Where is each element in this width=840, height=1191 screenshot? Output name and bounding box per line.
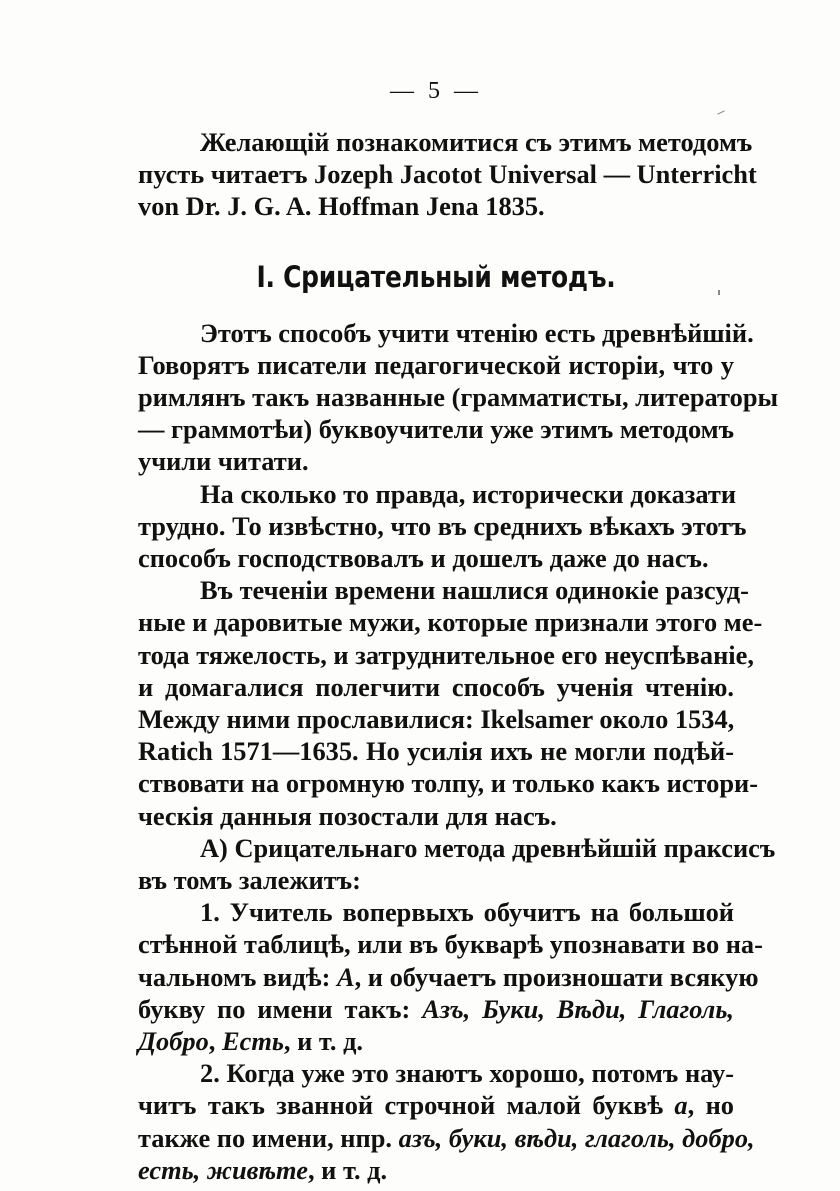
text-run: букву по имени такъ: <box>138 993 423 1024</box>
text-line: А) Срицательнаго метода древнѣйшій праксисъ <box>200 832 776 863</box>
italic-letter-name: Есть <box>222 1026 284 1057</box>
text-run: читъ такъ званной строчной малой буквѣ <box>138 1090 675 1121</box>
text-line: римлянъ такъ названные (грамматисты, литераторы <box>138 382 779 413</box>
italic-letter-names: азъ, буки, вѣди, глаголь, добро, <box>398 1122 755 1153</box>
text-line: Ratich 1571—1635. Но усилія ихъ не могли подѣй- <box>138 736 734 767</box>
text-line: ствовати на огромную толпу, и только какъ истори- <box>138 768 758 799</box>
paragraph-reformers <box>138 574 763 832</box>
text-line: ческія данныя позостали для насъ. <box>138 800 557 831</box>
text-line: трудно. То извѣстно, что въ среднихъ вѣкахъ этотъ <box>138 510 747 541</box>
text-line: На сколько то правда, исторически доказати <box>200 478 737 509</box>
text-line: Говорятъ писатели педагогической исторіи, что у <box>138 349 734 380</box>
text-run: также по имени, нпр. <box>138 1122 399 1153</box>
paragraph-step-1 <box>138 896 763 1057</box>
text-line: стѣнной таблицѣ, или въ букварѣ упознавати во на- <box>138 929 763 960</box>
text-line <box>138 1122 755 1154</box>
text-run: , но <box>687 1090 734 1121</box>
paragraph-origin <box>138 317 779 478</box>
italic-letter-name: Добро <box>138 1026 209 1057</box>
text-line: von Dr. J. G. A. Hoffman Jena 1835. <box>138 191 545 222</box>
text-line: въ томъ залежитъ: <box>138 865 361 896</box>
text-line: 2. Когда уже это знаютъ хорошо, потомъ нау- <box>200 1058 734 1089</box>
text-line: Между ними прославилися: Ikelsamer около 1534, <box>138 704 735 735</box>
text-run: , и т. д. <box>283 1026 364 1057</box>
text-run: , <box>208 1026 222 1057</box>
text-line: — граммотѣи) буквоучители уже этимъ методомъ <box>138 414 734 445</box>
text-line: Въ теченіи времени нашлися одинокіе разсуд- <box>200 575 749 606</box>
text-line: ные и даровитые мужи, которые признали этого ме- <box>138 607 763 638</box>
paragraph-praxis <box>138 832 776 896</box>
text-line <box>138 1089 734 1121</box>
text-line <box>138 993 734 1025</box>
page-number: — 5 — <box>390 78 482 104</box>
text-run: , и т. д. <box>307 1154 388 1185</box>
text-line: способъ господствовалъ и дошелъ даже до насъ. <box>138 543 709 574</box>
section-heading: I. Срицательный методъ. <box>256 259 616 294</box>
intro-paragraph <box>138 126 757 223</box>
text-line: 1. Учитель вопервыхъ обучитъ на большой <box>200 897 734 928</box>
italic-letter-names: есть, живѣте <box>138 1154 308 1185</box>
text-line <box>138 1154 734 1186</box>
paragraph-step-2 <box>138 1057 755 1186</box>
text-line: пусть читаетъ Jozeph Jacotot Universal — Unterricht <box>138 159 757 190</box>
italic-letter-names: Азъ, Буки, Вѣди, Глаголь, <box>422 993 734 1024</box>
text-line: учили читати. <box>138 446 309 477</box>
text-run: , и обучаетъ произношати всякую <box>354 961 759 992</box>
italic-letter: а <box>674 1090 688 1121</box>
text-line: тода тяжелость, и затруднительное его неуспѣваніе, <box>138 639 754 670</box>
paragraph-history <box>138 478 747 575</box>
text-line <box>138 961 759 993</box>
book-page <box>138 76 779 1185</box>
italic-letter: А <box>336 961 355 992</box>
text-run: чальномъ видѣ: <box>138 961 337 992</box>
text-line: и домагалися полегчити способъ ученія чтенію. <box>138 671 734 702</box>
text-line <box>138 1025 734 1057</box>
text-line: Этотъ способъ учити чтенію есть древнѣйшій. <box>200 317 754 348</box>
text-line: Желающій познакомитися съ этимъ методомъ <box>200 127 753 157</box>
